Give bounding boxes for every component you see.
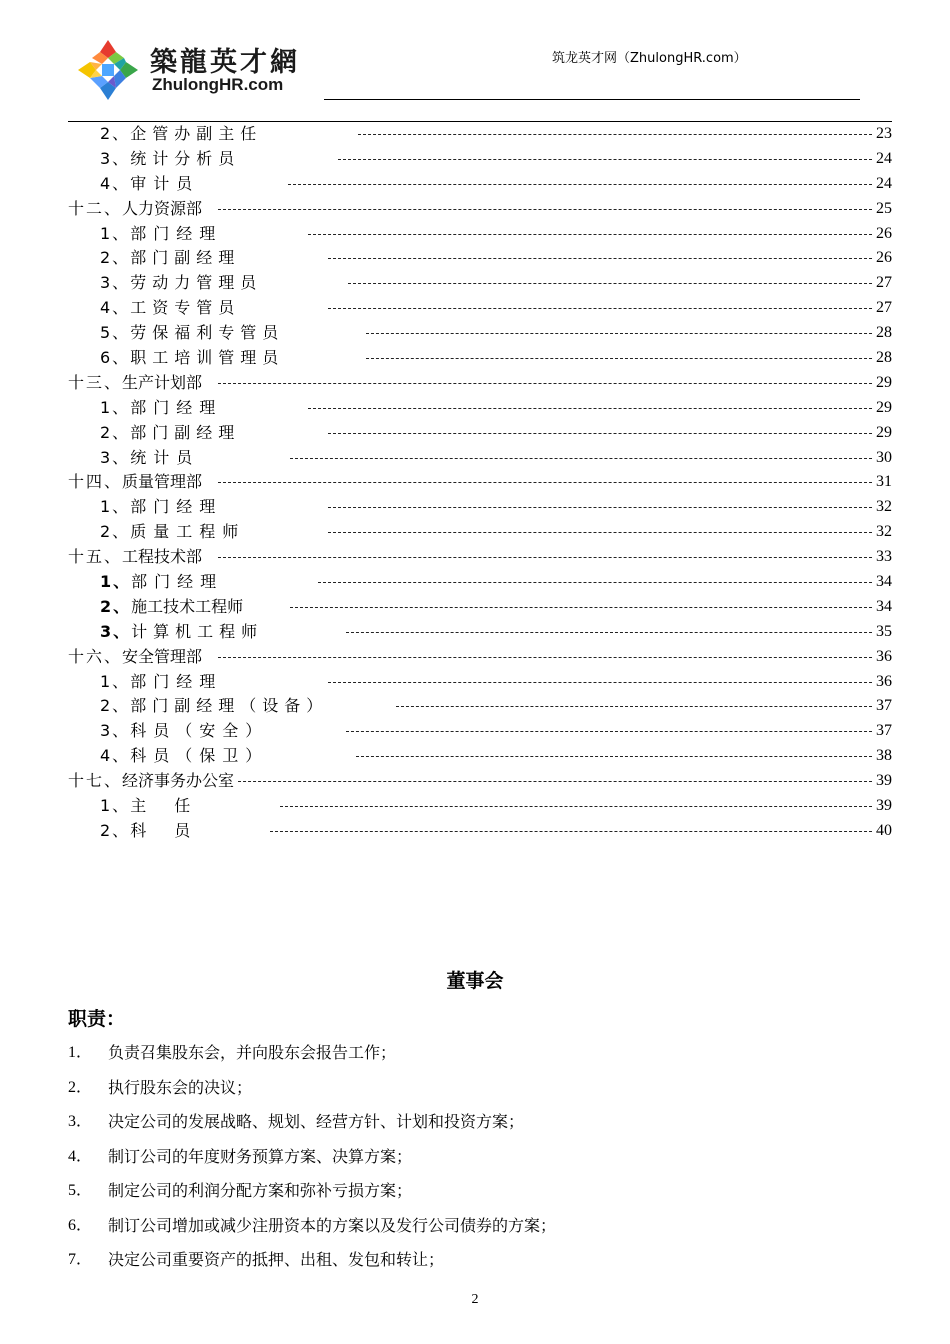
toc-leader xyxy=(328,308,872,309)
toc-leader xyxy=(218,557,872,558)
toc-leader xyxy=(356,756,872,757)
toc-entry xyxy=(68,495,892,520)
toc-leader xyxy=(270,831,872,832)
toc-entry-label xyxy=(100,321,286,346)
toc-entry-number: 3、 xyxy=(100,447,131,467)
toc-entry-label xyxy=(100,421,242,446)
logo-chinese-text: 築龍英才網 xyxy=(150,47,300,78)
toc-leader xyxy=(346,731,872,732)
duty-number: 6． xyxy=(68,1216,93,1234)
zhulong-logo-icon xyxy=(76,38,140,102)
toc-entry-label xyxy=(100,446,201,471)
toc-entry-page: 39 xyxy=(876,797,892,815)
toc-entry xyxy=(68,819,892,844)
toc-entry-label xyxy=(68,197,204,222)
toc-leader xyxy=(290,607,872,608)
toc-entry-label xyxy=(100,271,264,296)
toc-entry-text: 部门经理 xyxy=(130,223,223,243)
toc-entry-text: 生产计划部 xyxy=(122,372,203,392)
toc-entry-number: 1、 xyxy=(100,223,131,243)
duty-text: 决定公司的发展战略、规划、经营方针、计划和投资方案； xyxy=(108,1112,525,1131)
toc-entry-number: 2、 xyxy=(100,422,131,442)
toc-entry-page: 31 xyxy=(876,473,892,491)
toc-entry-label xyxy=(68,371,204,396)
toc-entry-label xyxy=(100,172,201,197)
page-header xyxy=(0,0,950,120)
toc-entry-label xyxy=(100,346,286,371)
toc-leader xyxy=(338,159,872,160)
toc-entry xyxy=(68,794,892,819)
toc-entry-number: 3、 xyxy=(100,621,132,641)
toc-entry-page: 29 xyxy=(876,423,892,441)
toc-entry-text: 统计分析员 xyxy=(130,148,241,168)
toc-entry-page: 28 xyxy=(876,324,892,342)
toc-entry-text: 审计员 xyxy=(130,173,200,193)
toc-entry xyxy=(68,271,892,296)
toc-entry xyxy=(68,744,892,769)
toc-entry-page: 27 xyxy=(876,274,892,292)
toc-entry-number: 2、 xyxy=(100,124,131,143)
toc-leader xyxy=(328,532,872,533)
toc-entry-text: 科员（保卫） xyxy=(130,746,269,766)
logo-english-text: ZhulongHR.com xyxy=(152,75,284,94)
toc-entry-number: 2、 xyxy=(100,820,131,840)
duty-text: 决定公司重要资产的抵押、出租、发包和转让； xyxy=(108,1250,445,1269)
toc-entry-number: 3、 xyxy=(100,273,131,293)
toc-entry-number: 十三、 xyxy=(68,372,123,392)
toc-entry-page: 24 xyxy=(876,174,892,192)
toc-entry-label xyxy=(100,595,245,620)
toc-entry-text: 施工技术工程师 xyxy=(131,596,244,616)
toc-entry-text: 部门副经理 xyxy=(130,422,241,442)
toc-entry-text: 企管办副主任 xyxy=(130,124,263,143)
toc-entry-label xyxy=(68,470,204,495)
toc-entry-label xyxy=(100,819,198,844)
toc-leader xyxy=(358,134,872,135)
toc-entry-label xyxy=(100,222,224,247)
toc-entry-page: 39 xyxy=(876,772,892,790)
toc-entry-text: 科员（安全） xyxy=(130,721,269,741)
toc-entry xyxy=(68,769,892,794)
toc-entry-text: 质量工程师 xyxy=(130,522,246,542)
toc-entry-number: 5、 xyxy=(100,323,131,343)
toc-entry-page: 35 xyxy=(876,622,892,640)
toc-entry-label xyxy=(100,620,265,645)
toc-leader xyxy=(318,582,872,583)
toc-entry-text: 质量管理部 xyxy=(122,472,203,492)
toc-entry-page: 28 xyxy=(876,349,892,367)
toc-entry xyxy=(68,446,892,471)
toc-leader xyxy=(328,507,872,508)
toc-entry-page: 30 xyxy=(876,448,892,466)
toc-entry-page: 40 xyxy=(876,821,892,839)
toc-entry xyxy=(68,570,892,595)
toc-entry-text: 部门经理 xyxy=(130,397,223,417)
toc-entry-page: 27 xyxy=(876,299,892,317)
toc-entry-number: 十四、 xyxy=(68,472,123,492)
duty-text: 执行股东会的决议； xyxy=(108,1077,253,1097)
toc-entry-number: 2、 xyxy=(100,696,131,716)
toc-entry-label xyxy=(100,122,264,147)
toc-leader xyxy=(218,657,872,658)
toc-entry-number: 十六、 xyxy=(68,646,123,666)
toc-entry-label xyxy=(100,520,247,545)
toc-leader xyxy=(366,333,872,334)
toc-entry-label xyxy=(100,495,224,520)
toc-leader xyxy=(280,806,872,807)
duty-item xyxy=(68,1209,888,1244)
toc-entry-text: 工资专管员 xyxy=(130,298,241,318)
toc-entry-page: 36 xyxy=(876,647,892,665)
toc-entry-page: 38 xyxy=(876,747,892,765)
toc-leader xyxy=(328,682,872,683)
toc-entry-text: 部门副经理 xyxy=(130,248,241,268)
toc-entry-number: 2、 xyxy=(100,596,132,616)
toc-entry-page: 23 xyxy=(876,125,892,142)
toc-entry-page: 34 xyxy=(876,573,892,591)
toc-entry-label xyxy=(100,719,270,744)
duty-item xyxy=(68,1174,888,1209)
toc-entry-text: 经济事务办公室 xyxy=(122,771,235,791)
toc-entry-text: 人力资源部 xyxy=(122,198,203,218)
toc-entry-number: 4、 xyxy=(100,173,131,193)
toc-entry-text: 安全管理部 xyxy=(122,646,203,666)
toc-entry xyxy=(68,222,892,247)
toc-entry-text: 工程技术部 xyxy=(122,547,203,567)
toc-entry-number: 1、 xyxy=(100,671,131,691)
toc-entry xyxy=(68,421,892,446)
toc-entry xyxy=(68,246,892,271)
toc-entry xyxy=(68,396,892,421)
toc-entry-text: 主 任 xyxy=(130,796,197,816)
toc-entry-text: 科 员 xyxy=(130,820,197,840)
header-rule xyxy=(324,99,860,100)
table-of-contents xyxy=(68,122,892,844)
toc-entry-page: 32 xyxy=(876,498,892,516)
toc-entry-page: 36 xyxy=(876,672,892,690)
toc-entry-page: 25 xyxy=(876,199,892,217)
toc-leader xyxy=(290,458,872,459)
toc-entry-text: 计算机工程师 xyxy=(131,621,264,641)
toc-leader xyxy=(218,781,872,782)
toc-entry-label xyxy=(100,396,224,421)
toc-entry-page: 37 xyxy=(876,722,892,740)
toc-entry-number: 1、 xyxy=(100,796,131,816)
toc-entry-number: 6、 xyxy=(100,348,131,368)
toc-entry-number: 1、 xyxy=(100,572,132,592)
toc-entry-number: 2、 xyxy=(100,522,131,542)
toc-entry-label xyxy=(100,744,270,769)
duty-number: 1． xyxy=(68,1044,93,1061)
toc-entry xyxy=(68,147,892,172)
toc-leader xyxy=(348,283,872,284)
duty-text: 负责召集股东会，并向股东会报告工作； xyxy=(108,1043,397,1062)
toc-leader xyxy=(346,632,872,633)
duty-number: 4． xyxy=(68,1147,93,1165)
toc-entry xyxy=(68,321,892,346)
section-title: 董事会 xyxy=(446,970,504,992)
toc-entry-number: 十二、 xyxy=(68,198,123,218)
toc-leader xyxy=(218,209,872,210)
toc-entry-page: 37 xyxy=(876,697,892,715)
toc-entry xyxy=(68,122,892,147)
toc-leader xyxy=(396,706,872,707)
duty-heading: 职责： xyxy=(68,1008,126,1030)
toc-entry-text: 部门经理 xyxy=(130,671,223,691)
toc-leader xyxy=(288,184,872,185)
toc-entry-text: 统计员 xyxy=(130,447,200,467)
toc-entry xyxy=(68,620,892,645)
duty-number: 5． xyxy=(68,1182,93,1199)
toc-entry-text: 职工培训管理员 xyxy=(130,348,285,368)
toc-entry xyxy=(68,197,892,222)
duty-number: 3． xyxy=(68,1113,93,1130)
duty-text: 制定公司的利润分配方案和弥补亏损方案； xyxy=(108,1181,413,1200)
toc-entry-number: 1、 xyxy=(100,497,131,517)
toc-entry-label xyxy=(100,147,242,172)
duty-number: 7． xyxy=(68,1251,93,1268)
toc-entry-label xyxy=(100,694,330,719)
toc-leader xyxy=(308,234,872,235)
toc-entry-label xyxy=(100,670,224,695)
toc-entry xyxy=(68,371,892,396)
toc-leader xyxy=(218,383,872,384)
toc-entry xyxy=(68,545,892,570)
toc-entry-label xyxy=(100,794,198,819)
toc-entry-number: 2、 xyxy=(100,248,131,268)
toc-entry-text: 部门副经理（设备） xyxy=(130,696,329,716)
toc-entry xyxy=(68,296,892,321)
toc-entry-number: 十七、 xyxy=(68,771,123,791)
toc-entry-label xyxy=(100,570,225,595)
toc-leader xyxy=(218,482,872,483)
toc-entry xyxy=(68,470,892,495)
toc-entry-label xyxy=(100,246,242,271)
toc-entry-page: 26 xyxy=(876,249,892,267)
toc-entry-number: 1、 xyxy=(100,397,131,417)
toc-entry-text: 部门经理 xyxy=(130,497,223,517)
toc-entry-page: 33 xyxy=(876,548,892,566)
duty-item xyxy=(68,1140,888,1175)
toc-entry-label xyxy=(68,769,236,794)
toc-entry-label xyxy=(68,545,204,570)
duty-list xyxy=(68,1036,888,1278)
toc-entry-number: 4、 xyxy=(100,298,131,318)
toc-entry xyxy=(68,172,892,197)
toc-entry-page: 29 xyxy=(876,373,892,391)
toc-entry-number: 3、 xyxy=(100,721,131,741)
toc-leader xyxy=(308,408,872,409)
toc-entry-number: 十五、 xyxy=(68,547,123,567)
toc-entry xyxy=(68,346,892,371)
toc-entry xyxy=(68,694,892,719)
toc-entry-page: 32 xyxy=(876,523,892,541)
toc-entry-page: 34 xyxy=(876,597,892,615)
toc-entry xyxy=(68,595,892,620)
duty-item xyxy=(68,1036,888,1071)
duty-text: 制订公司的年度财务预算方案、决算方案； xyxy=(108,1146,413,1166)
page-number: 2 xyxy=(471,1292,479,1307)
toc-entry-number: 4、 xyxy=(100,746,131,766)
toc-entry-text: 劳动力管理员 xyxy=(130,273,263,293)
site-name: 筑龙英才网（ZhulongHR.com） xyxy=(552,51,747,66)
toc-entry-page: 29 xyxy=(876,398,892,416)
toc-entry-label xyxy=(68,645,204,670)
toc-entry xyxy=(68,520,892,545)
toc-entry-text: 劳保福利专管员 xyxy=(130,323,285,343)
duty-text: 制订公司增加或减少注册资本的方案以及发行公司债券的方案； xyxy=(108,1215,557,1235)
toc-entry-number: 3、 xyxy=(100,148,131,168)
toc-leader xyxy=(328,258,872,259)
toc-entry-page: 24 xyxy=(876,149,892,167)
toc-leader xyxy=(366,358,872,359)
duty-item xyxy=(68,1243,888,1278)
toc-entry-page: 26 xyxy=(876,224,892,242)
duty-item xyxy=(68,1105,888,1140)
toc-entry-label xyxy=(100,296,242,321)
toc-entry xyxy=(68,645,892,670)
toc-entry-text: 部门经理 xyxy=(131,572,224,592)
toc-entry xyxy=(68,670,892,695)
duty-item xyxy=(68,1071,888,1106)
duty-number: 2． xyxy=(68,1078,93,1096)
toc-entry xyxy=(68,719,892,744)
toc-leader xyxy=(328,433,872,434)
